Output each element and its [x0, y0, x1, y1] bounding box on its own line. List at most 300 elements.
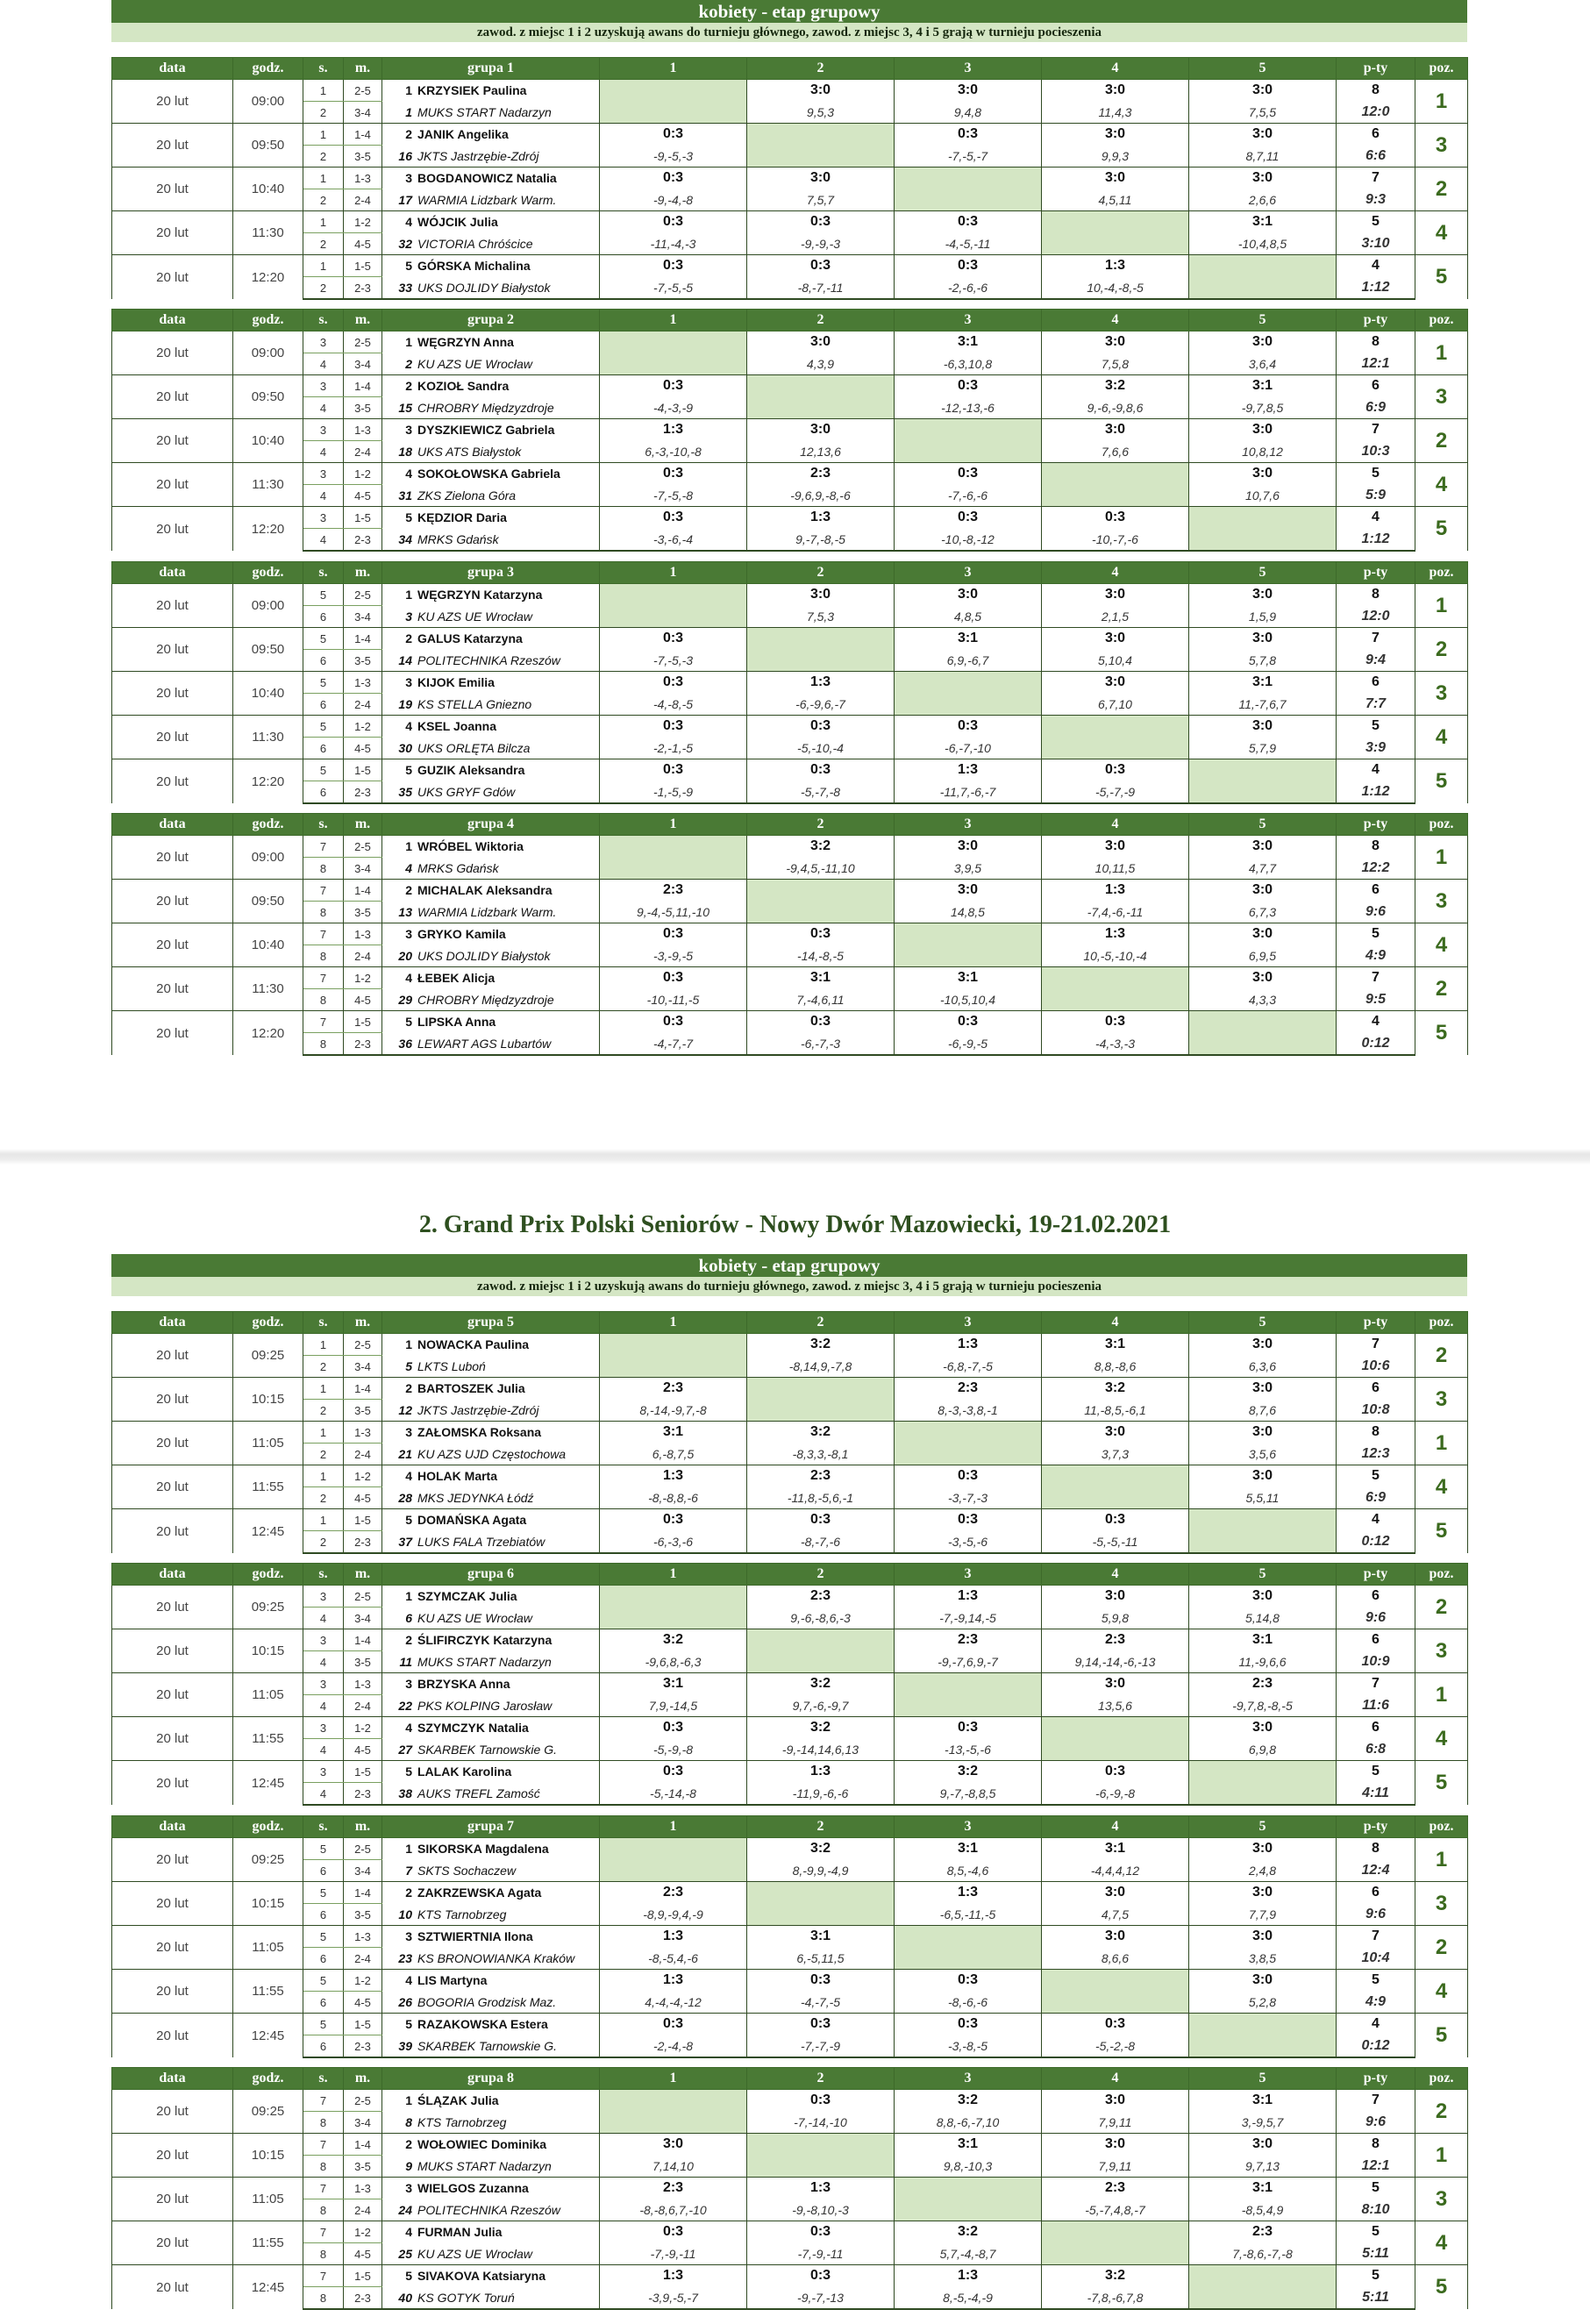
match-pairing: 2-4	[344, 1695, 382, 1717]
table-number: 2	[303, 1531, 344, 1554]
match-score: 0:3	[1042, 507, 1189, 529]
col-points-header: p-ty	[1337, 1816, 1415, 1838]
set-scores: 3,8,5	[1189, 1948, 1337, 1970]
match-score: 3:1	[747, 1926, 895, 1948]
match-score: 3:0	[1189, 716, 1337, 738]
player-row	[112, 2265, 1468, 2287]
set-scores: 10,-4,-8,-5	[1042, 277, 1189, 300]
match-date: 20 lut	[112, 1629, 233, 1673]
group-table-8	[111, 2067, 1468, 2310]
seed-number: 1	[405, 1337, 412, 1352]
set-scores: 8,7,6	[1189, 1400, 1337, 1422]
club-seed-number: 3	[405, 609, 412, 624]
match-date: 20 lut	[112, 2090, 233, 2134]
club-name-cell	[382, 441, 600, 463]
final-position: 5	[1415, 2014, 1468, 2058]
match-time: 11:05	[233, 1673, 303, 1717]
table-number: 7	[303, 2265, 344, 2287]
club-seed-number: 19	[398, 696, 412, 711]
match-pairing: 2-3	[344, 1033, 382, 1056]
set-scores: -13,-5,-6	[895, 1739, 1042, 1761]
player-name: NOWACKA Paulina	[417, 1337, 530, 1352]
set-scores: 9,-4,-5,11,-10	[600, 902, 747, 923]
club-row	[112, 441, 1468, 463]
club-name-cell	[382, 146, 600, 168]
club-seed-number: 10	[398, 1907, 412, 1921]
final-position: 5	[1415, 2265, 1468, 2310]
set-scores: 3,9,5	[895, 858, 1042, 880]
table-number: 8	[303, 2112, 344, 2134]
player-row	[112, 1509, 1468, 1531]
points: 5	[1337, 716, 1415, 738]
header-row	[112, 562, 1468, 584]
sets-ratio: 12:0	[1337, 102, 1415, 124]
club-name-cell	[382, 529, 600, 552]
match-score: 0:3	[600, 759, 747, 781]
club-row	[112, 529, 1468, 552]
final-position: 2	[1415, 967, 1468, 1011]
points: 4	[1337, 1509, 1415, 1531]
player-name-cell	[382, 759, 600, 781]
player-name-cell	[382, 331, 600, 353]
col-3-header: 3	[895, 2068, 1042, 2090]
diagonal-cell	[895, 694, 1042, 716]
match-score: 0:3	[600, 507, 747, 529]
table-number: 7	[303, 880, 344, 902]
points: 8	[1337, 584, 1415, 606]
match-date: 20 lut	[112, 124, 233, 168]
match-pairing: 2-5	[344, 1334, 382, 1356]
final-position: 2	[1415, 628, 1468, 672]
player-row	[112, 1378, 1468, 1400]
final-position: 1	[1415, 836, 1468, 880]
col-date-header: data	[112, 2068, 233, 2090]
section-banner: kobiety - etap grupowy	[111, 0, 1467, 23]
table-number: 4	[303, 485, 344, 507]
match-date: 20 lut	[112, 375, 233, 419]
diagonal-cell	[600, 1838, 747, 1860]
final-position: 4	[1415, 211, 1468, 255]
table-number: 3	[303, 1761, 344, 1783]
match-score: 0:3	[747, 1509, 895, 1531]
match-score: 0:3	[895, 2014, 1042, 2035]
table-number: 1	[303, 1378, 344, 1400]
col-match-header: m.	[344, 310, 382, 331]
match-pairing: 3-4	[344, 858, 382, 880]
player-name-cell	[382, 1422, 600, 1444]
diagonal-cell	[895, 189, 1042, 211]
set-scores: -6,5,-11,-5	[895, 1904, 1042, 1926]
set-scores: 3,5,6	[1189, 1444, 1337, 1465]
match-score: 0:3	[600, 1509, 747, 1531]
col-5-header: 5	[1189, 562, 1337, 584]
final-position: 1	[1415, 331, 1468, 375]
match-score: 3:0	[1189, 168, 1337, 189]
match-time: 09:50	[233, 124, 303, 168]
set-scores: -5,-5,-11	[1042, 1531, 1189, 1554]
set-scores: -7,4,-6,-11	[1042, 902, 1189, 923]
club-row	[112, 2243, 1468, 2265]
match-score: 0:3	[747, 255, 895, 277]
match-score: 1:3	[747, 507, 895, 529]
set-scores: 11,4,3	[1042, 102, 1189, 124]
club-name-cell	[382, 1608, 600, 1629]
seed-number: 5	[405, 1764, 412, 1779]
set-scores: -8,5,4,9	[1189, 2199, 1337, 2221]
set-scores: -11,7,-6,-7	[895, 781, 1042, 804]
set-scores: -9,6,9,-8,-6	[747, 485, 895, 507]
seed-number: 4	[405, 215, 412, 230]
diagonal-cell	[1042, 463, 1189, 485]
diagonal-cell	[600, 1356, 747, 1378]
set-scores: -3,9,-5,-7	[600, 2287, 747, 2310]
col-match-header: m.	[344, 58, 382, 80]
match-score: 0:3	[895, 255, 1042, 277]
col-2-header: 2	[747, 1816, 895, 1838]
club-name-cell	[382, 2199, 600, 2221]
set-scores: 8,7,11	[1189, 146, 1337, 168]
player-name: JANIK Angelika	[417, 127, 509, 142]
set-scores: 4,7,7	[1189, 858, 1337, 880]
points: 5	[1337, 2221, 1415, 2243]
set-scores: -6,8,-7,-5	[895, 1356, 1042, 1378]
points: 5	[1337, 463, 1415, 485]
club-name-cell	[382, 1487, 600, 1509]
table-number: 7	[303, 2178, 344, 2199]
club-name: VICTORIA Chróścice	[417, 236, 533, 251]
club-seed-number: 35	[398, 784, 412, 799]
match-score: 3:0	[1189, 419, 1337, 441]
set-scores: -9,-7,6,9,-7	[895, 1651, 1042, 1673]
diagonal-cell	[1189, 507, 1337, 529]
set-scores: -2,-4,-8	[600, 2035, 747, 2058]
final-position: 3	[1415, 880, 1468, 923]
club-row	[112, 1444, 1468, 1465]
player-name: ZAKRZEWSKA Agata	[417, 1886, 542, 1900]
set-scores: -9,-7,-13	[747, 2287, 895, 2310]
club-row	[112, 1860, 1468, 1882]
club-name: KS STELLA Gniezno	[417, 696, 532, 711]
club-name: LEWART AGS Lubartów	[417, 1036, 552, 1051]
points: 8	[1337, 2134, 1415, 2156]
player-row	[112, 2178, 1468, 2199]
club-seed-number: 36	[398, 1036, 412, 1051]
seed-number: 4	[405, 2225, 412, 2240]
set-scores: -11,-4,-3	[600, 233, 747, 255]
match-score: 0:3	[600, 1011, 747, 1033]
match-time: 10:15	[233, 1378, 303, 1422]
player-name-cell	[382, 628, 600, 650]
set-scores: 2,6,6	[1189, 189, 1337, 211]
match-pairing: 3-4	[344, 606, 382, 628]
set-scores: -7,-9,-11	[600, 2243, 747, 2265]
player-row	[112, 1334, 1468, 1356]
seed-number: 3	[405, 1929, 412, 1944]
player-name-cell	[382, 836, 600, 858]
set-scores: -8,-7,-11	[747, 277, 895, 300]
match-score: 0:3	[895, 375, 1042, 397]
match-score: 2:3	[1042, 1629, 1189, 1651]
match-score: 3:0	[600, 2134, 747, 2156]
col-table-header: s.	[303, 562, 344, 584]
club-name-cell	[382, 1860, 600, 1882]
player-name-cell	[382, 463, 600, 485]
match-pairing: 1-4	[344, 628, 382, 650]
match-score: 0:3	[600, 672, 747, 694]
diagonal-cell	[600, 353, 747, 375]
match-pairing: 2-5	[344, 584, 382, 606]
set-scores: -5,-10,-4	[747, 738, 895, 759]
match-date: 20 lut	[112, 1334, 233, 1378]
col-1-header: 1	[600, 1564, 747, 1586]
player-name: KIJOK Emilia	[417, 675, 495, 690]
seed-number: 2	[405, 379, 412, 394]
match-time: 09:00	[233, 80, 303, 124]
points: 8	[1337, 80, 1415, 102]
player-name: WRÓBEL Wiktoria	[417, 839, 524, 854]
set-scores: -12,-13,-6	[895, 397, 1042, 419]
player-name-cell	[382, 1926, 600, 1948]
match-score: 2:3	[600, 880, 747, 902]
match-score: 3:0	[1042, 2134, 1189, 2156]
diagonal-cell	[1189, 255, 1337, 277]
match-score: 3:0	[895, 880, 1042, 902]
match-score: 3:1	[895, 331, 1042, 353]
col-1-header: 1	[600, 562, 747, 584]
sets-ratio: 9:6	[1337, 1904, 1415, 1926]
club-seed-number: 26	[398, 1994, 412, 2009]
match-score: 1:3	[1042, 880, 1189, 902]
match-score: 3:1	[1189, 375, 1337, 397]
seed-number: 5	[405, 1015, 412, 1030]
col-position-header: poz.	[1415, 1564, 1468, 1586]
col-1-header: 1	[600, 58, 747, 80]
set-scores: 10,8,12	[1189, 441, 1337, 463]
match-pairing: 3-4	[344, 1608, 382, 1629]
match-pairing: 3-5	[344, 1651, 382, 1673]
set-scores: -5,-14,-8	[600, 1783, 747, 1806]
diagonal-cell	[747, 146, 895, 168]
club-name: LUKS FALA Trzebiatów	[417, 1534, 545, 1549]
match-pairing: 3-4	[344, 1356, 382, 1378]
match-pairing: 3-5	[344, 1904, 382, 1926]
match-time: 12:45	[233, 2014, 303, 2058]
group-name-header: grupa 5	[382, 1312, 600, 1334]
points: 6	[1337, 124, 1415, 146]
club-row	[112, 945, 1468, 967]
match-pairing: 1-3	[344, 419, 382, 441]
match-pairing: 1-2	[344, 1970, 382, 1992]
set-scores: -5,-7,-9	[1042, 781, 1189, 804]
match-score: 3:0	[1189, 1882, 1337, 1904]
diagonal-cell	[1189, 277, 1337, 300]
table-number: 7	[303, 2221, 344, 2243]
match-score: 3:0	[895, 584, 1042, 606]
match-pairing: 1-3	[344, 2178, 382, 2199]
match-pairing: 4-5	[344, 485, 382, 507]
diagonal-cell	[747, 650, 895, 672]
club-name-cell	[382, 1904, 600, 1926]
set-scores: -6,-7,-10	[895, 738, 1042, 759]
col-table-header: s.	[303, 2068, 344, 2090]
player-name-cell	[382, 80, 600, 102]
match-date: 20 lut	[112, 1673, 233, 1717]
match-pairing: 1-4	[344, 1629, 382, 1651]
player-name-cell	[382, 1882, 600, 1904]
diagonal-cell	[895, 1444, 1042, 1465]
club-name-cell	[382, 1739, 600, 1761]
final-position: 2	[1415, 2090, 1468, 2134]
match-date: 20 lut	[112, 2265, 233, 2310]
match-pairing: 1-3	[344, 672, 382, 694]
match-pairing: 1-2	[344, 2221, 382, 2243]
match-pairing: 2-3	[344, 529, 382, 552]
set-scores: 8,-3,-3,8,-1	[895, 1400, 1042, 1422]
club-seed-number: 5	[405, 1358, 412, 1373]
match-score: 3:0	[1189, 463, 1337, 485]
club-seed-number: 12	[398, 1402, 412, 1417]
diagonal-cell	[747, 902, 895, 923]
match-score: 2:3	[747, 1586, 895, 1608]
final-position: 5	[1415, 759, 1468, 804]
set-scores: -7,-14,-10	[747, 2112, 895, 2134]
match-score: 0:3	[747, 2090, 895, 2112]
final-position: 5	[1415, 1011, 1468, 1056]
col-4-header: 4	[1042, 1564, 1189, 1586]
group-name-header: grupa 1	[382, 58, 600, 80]
match-score: 3:0	[1189, 836, 1337, 858]
match-pairing: 1-4	[344, 1882, 382, 1904]
match-time: 09:25	[233, 1334, 303, 1378]
sets-ratio: 0:12	[1337, 1033, 1415, 1056]
diagonal-cell	[600, 80, 747, 102]
club-name-cell	[382, 1400, 600, 1422]
player-row	[112, 1970, 1468, 1992]
player-name: GUZIK Aleksandra	[417, 763, 525, 778]
match-date: 20 lut	[112, 2178, 233, 2221]
club-row	[112, 2199, 1468, 2221]
club-name-cell	[382, 1695, 600, 1717]
diagonal-cell	[1042, 485, 1189, 507]
match-score: 1:3	[600, 1926, 747, 1948]
club-row	[112, 1992, 1468, 2014]
table-number: 2	[303, 146, 344, 168]
final-position: 1	[1415, 1422, 1468, 1465]
col-5-header: 5	[1189, 1312, 1337, 1334]
points: 5	[1337, 2178, 1415, 2199]
club-name: SKARBEK Tarnowskie G.	[417, 2038, 557, 2053]
club-row	[112, 1487, 1468, 1509]
table-number: 1	[303, 1509, 344, 1531]
player-name-cell	[382, 2014, 600, 2035]
match-pairing: 2-5	[344, 80, 382, 102]
set-scores: -9,7,8,-8,-5	[1189, 1695, 1337, 1717]
club-name: MRKS Gdańsk	[417, 531, 499, 546]
col-table-header: s.	[303, 58, 344, 80]
set-scores: -9,-14,14,6,13	[747, 1739, 895, 1761]
points: 5	[1337, 1465, 1415, 1487]
match-score: 2:3	[895, 1629, 1042, 1651]
seed-number: 4	[405, 1973, 412, 1988]
match-score: 2:3	[747, 1465, 895, 1487]
player-name-cell	[382, 1673, 600, 1695]
table-number: 3	[303, 1586, 344, 1608]
match-pairing: 1-5	[344, 255, 382, 277]
match-score: 3:1	[747, 967, 895, 989]
col-position-header: poz.	[1415, 310, 1468, 331]
match-pairing: 1-5	[344, 2265, 382, 2287]
table-number: 6	[303, 606, 344, 628]
sets-ratio: 8:10	[1337, 2199, 1415, 2221]
club-row	[112, 353, 1468, 375]
match-pairing: 3-5	[344, 650, 382, 672]
match-time: 09:25	[233, 1586, 303, 1629]
points: 6	[1337, 375, 1415, 397]
player-row	[112, 124, 1468, 146]
match-score: 3:0	[1042, 124, 1189, 146]
club-name-cell	[382, 1651, 600, 1673]
club-row	[112, 1948, 1468, 1970]
diagonal-cell	[747, 628, 895, 650]
match-date: 20 lut	[112, 672, 233, 716]
player-name: LIS Martyna	[417, 1973, 488, 1988]
match-score: 3:1	[1189, 2178, 1337, 2199]
player-name: ŁEBEK Alicja	[417, 971, 496, 986]
set-scores: -2,-1,-5	[600, 738, 747, 759]
diagonal-cell	[600, 1860, 747, 1882]
table-number: 7	[303, 1011, 344, 1033]
seed-number: 5	[405, 259, 412, 274]
set-scores: -7,-5,-3	[600, 650, 747, 672]
match-date: 20 lut	[112, 967, 233, 1011]
match-score: 3:0	[747, 584, 895, 606]
table-number: 3	[303, 507, 344, 529]
club-name-cell	[382, 2243, 600, 2265]
player-name-cell	[382, 2134, 600, 2156]
points: 6	[1337, 880, 1415, 902]
player-row	[112, 1838, 1468, 1860]
club-seed-number: 20	[398, 948, 412, 963]
match-time: 09:50	[233, 375, 303, 419]
diagonal-cell	[1042, 738, 1189, 759]
final-position: 3	[1415, 672, 1468, 716]
club-row	[112, 189, 1468, 211]
club-name: UKS DOJLIDY Białystok	[417, 280, 551, 295]
match-date: 20 lut	[112, 507, 233, 552]
seed-number: 2	[405, 127, 412, 142]
match-date: 20 lut	[112, 1970, 233, 2014]
sets-ratio: 3:10	[1337, 233, 1415, 255]
club-name-cell	[382, 606, 600, 628]
points: 4	[1337, 507, 1415, 529]
table-number: 6	[303, 650, 344, 672]
col-5-header: 5	[1189, 310, 1337, 331]
match-score: 0:3	[600, 168, 747, 189]
set-scores: -10,-8,-12	[895, 529, 1042, 552]
match-pairing: 3-5	[344, 902, 382, 923]
match-score: 1:3	[1042, 255, 1189, 277]
set-scores: 6,-3,-10,-8	[600, 441, 747, 463]
set-scores: -8,3,3,-8,1	[747, 1444, 895, 1465]
match-pairing: 3-5	[344, 146, 382, 168]
player-row	[112, 507, 1468, 529]
club-seed-number: 2	[405, 356, 412, 371]
col-match-header: m.	[344, 1564, 382, 1586]
club-name-cell	[382, 2112, 600, 2134]
diagonal-cell	[747, 1378, 895, 1400]
points: 8	[1337, 1422, 1415, 1444]
set-scores: -9,4,5,-11,10	[747, 858, 895, 880]
